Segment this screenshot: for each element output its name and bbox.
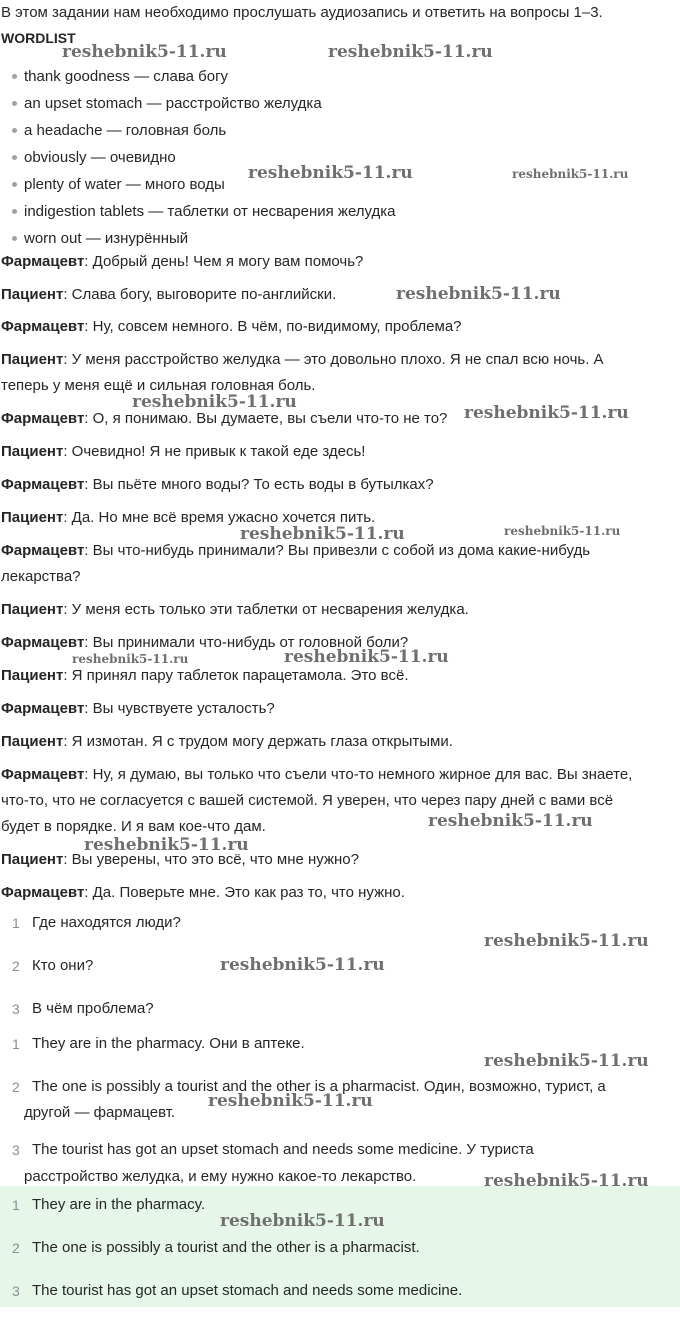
final-answer-text: The tourist has got an upset stomach and needs some medicine.: [32, 1282, 463, 1299]
watermark: reshebnik5-11.ru: [62, 42, 227, 62]
answer-text: They are in the pharmacy. Они в аптеке.: [32, 1035, 305, 1052]
speaker: Фармацевт: [1, 700, 85, 717]
bullet-icon: [12, 236, 17, 241]
watermark: reshebnik5-11.ru: [464, 403, 629, 423]
bullet-icon: [12, 209, 17, 214]
watermark: reshebnik5-11.ru: [84, 835, 249, 855]
question-text: В чём проблема?: [32, 1000, 154, 1017]
answer-number: 3: [12, 1142, 20, 1158]
watermark: reshebnik5-11.ru: [484, 931, 649, 951]
watermark: reshebnik5-11.ru: [484, 1051, 649, 1071]
dialogue-line: Фармацевт: Вы что-нибудь принимали? Вы привезли с собой из дома какие-нибудь: [1, 542, 591, 559]
answer-number: 1: [12, 1036, 20, 1052]
speaker: Пациент: [1, 851, 64, 868]
watermark: reshebnik5-11.ru: [512, 167, 629, 181]
wordlist-item: a headache — головная боль: [12, 122, 226, 140]
dialogue-line: Пациент: У меня есть только эти таблетки от несварения желудка.: [1, 601, 469, 618]
wordlist-item: an upset stomach — расстройство желудка: [12, 95, 322, 113]
question-number: 3: [12, 1001, 20, 1017]
dialogue-line: Фармацевт: Ну, я думаю, вы только что съели что-то немного жирное для вас. Вы знаете,: [1, 766, 633, 783]
dialogue-line: Фармацевт: Вы принимали что-нибудь от головной боли?: [1, 634, 409, 651]
dialogue-line: Фармацевт: Да. Поверьте мне. Это как раз то, что нужно.: [1, 884, 405, 901]
watermark: reshebnik5-11.ru: [240, 524, 405, 544]
speaker: Пациент: [1, 733, 64, 750]
wordlist-item: thank goodness — слава богу: [12, 68, 228, 86]
speaker: Пациент: [1, 601, 64, 618]
speaker: Пациент: [1, 509, 64, 526]
bullet-icon: [12, 101, 17, 106]
bullet-icon: [12, 74, 17, 79]
wordlist-item: worn out — изнурённый: [12, 230, 188, 248]
dialogue-line-cont: теперь у меня ещё и сильная головная боль.: [1, 377, 316, 394]
speaker: Фармацевт: [1, 318, 85, 335]
speaker: Пациент: [1, 667, 64, 684]
intro-text: В этом задании нам необходимо прослушать аудиозапись и ответить на вопросы 1–3.: [1, 4, 603, 21]
wordlist-heading: WORDLIST: [1, 30, 76, 46]
dialogue-line-cont: лекарства?: [1, 568, 81, 585]
dialogue-line: Фармацевт: О, я понимаю. Вы думаете, вы съели что-то не то?: [1, 410, 448, 427]
question-number: 2: [12, 958, 20, 974]
watermark: reshebnik5-11.ru: [504, 524, 621, 538]
speaker: Фармацевт: [1, 476, 85, 493]
watermark: reshebnik5-11.ru: [208, 1091, 373, 1111]
wordlist-item: indigestion tablets — таблетки от несварения желудка: [12, 203, 396, 221]
final-answer-number: 3: [12, 1283, 20, 1299]
watermark: reshebnik5-11.ru: [484, 1171, 649, 1191]
answer-number: 2: [12, 1079, 20, 1095]
wordlist-item: obviously — очевидно: [12, 149, 176, 167]
speaker: Пациент: [1, 286, 64, 303]
final-answer-text: They are in the pharmacy.: [32, 1196, 206, 1213]
dialogue-line: Пациент: У меня расстройство желудка — это довольно плохо. Я не спал всю ночь. А: [1, 351, 604, 368]
speaker: Фармацевт: [1, 542, 85, 559]
dialogue-line: Фармацевт: Добрый день! Чем я могу вам помочь?: [1, 253, 364, 270]
wordlist-item: plenty of water — много воды: [12, 176, 225, 194]
final-answer-number: 2: [12, 1240, 20, 1256]
watermark: reshebnik5-11.ru: [220, 1211, 385, 1231]
dialogue-line: Фармацевт: Вы чувствуете усталость?: [1, 700, 275, 717]
dialogue-line: Пациент: Я принял пару таблеток парацетамола. Это всё.: [1, 667, 409, 684]
question-number: 1: [12, 915, 20, 931]
dialogue-line-cont: что-то, что не согласуется с вашей системой. Я уверен, что через пару дней с вами всё: [1, 792, 614, 809]
dialogue-line: Пациент: Да. Но мне всё время ужасно хочется пить.: [1, 509, 376, 526]
answer-text: The tourist has got an upset stomach and needs some medicine. У туриста: [32, 1141, 534, 1158]
question-text: Где находятся люди?: [32, 914, 181, 931]
dialogue-line-cont: будет в порядке. И я вам кое-что дам.: [1, 818, 266, 835]
answer-text-cont: другой — фармацевт.: [24, 1104, 176, 1121]
speaker: Пациент: [1, 351, 64, 368]
final-answer-text: The one is possibly a tourist and the other is a pharmacist.: [32, 1239, 420, 1256]
watermark: reshebnik5-11.ru: [72, 652, 189, 666]
watermark: reshebnik5-11.ru: [284, 647, 449, 667]
dialogue-line: Фармацевт: Ну, совсем немного. В чём, по-видимому, проблема?: [1, 318, 462, 335]
dialogue-line: Пациент: Вы уверены, что это всё, что мне нужно?: [1, 851, 359, 868]
dialogue-line: Пациент: Слава богу, выговорите по-английски.: [1, 286, 337, 303]
speaker: Фармацевт: [1, 884, 85, 901]
speaker: Фармацевт: [1, 410, 85, 427]
dialogue-line: Пациент: Очевидно! Я не привык к такой еде здесь!: [1, 443, 366, 460]
bullet-icon: [12, 155, 17, 160]
watermark: reshebnik5-11.ru: [132, 392, 297, 412]
watermark: reshebnik5-11.ru: [328, 42, 493, 62]
speaker: Фармацевт: [1, 634, 85, 651]
answer-text-cont: расстройство желудка, и ему нужно какое-то лекарство.: [24, 1168, 417, 1185]
watermark: reshebnik5-11.ru: [220, 955, 385, 975]
bullet-icon: [12, 128, 17, 133]
speaker: Пациент: [1, 443, 64, 460]
bullet-icon: [12, 182, 17, 187]
watermark: reshebnik5-11.ru: [396, 284, 561, 304]
watermark: reshebnik5-11.ru: [248, 163, 413, 183]
speaker: Фармацевт: [1, 253, 85, 270]
speaker: Фармацевт: [1, 766, 85, 783]
dialogue-line: Пациент: Я измотан. Я с трудом могу держать глаза открытыми.: [1, 733, 453, 750]
dialogue-line: Фармацевт: Вы пьёте много воды? То есть воды в бутылках?: [1, 476, 434, 493]
question-text: Кто они?: [32, 957, 94, 974]
final-answer-number: 1: [12, 1197, 20, 1213]
answer-text: The one is possibly a tourist and the other is a pharmacist. Один, возможно, турист, а: [32, 1078, 606, 1095]
watermark: reshebnik5-11.ru: [428, 811, 593, 831]
